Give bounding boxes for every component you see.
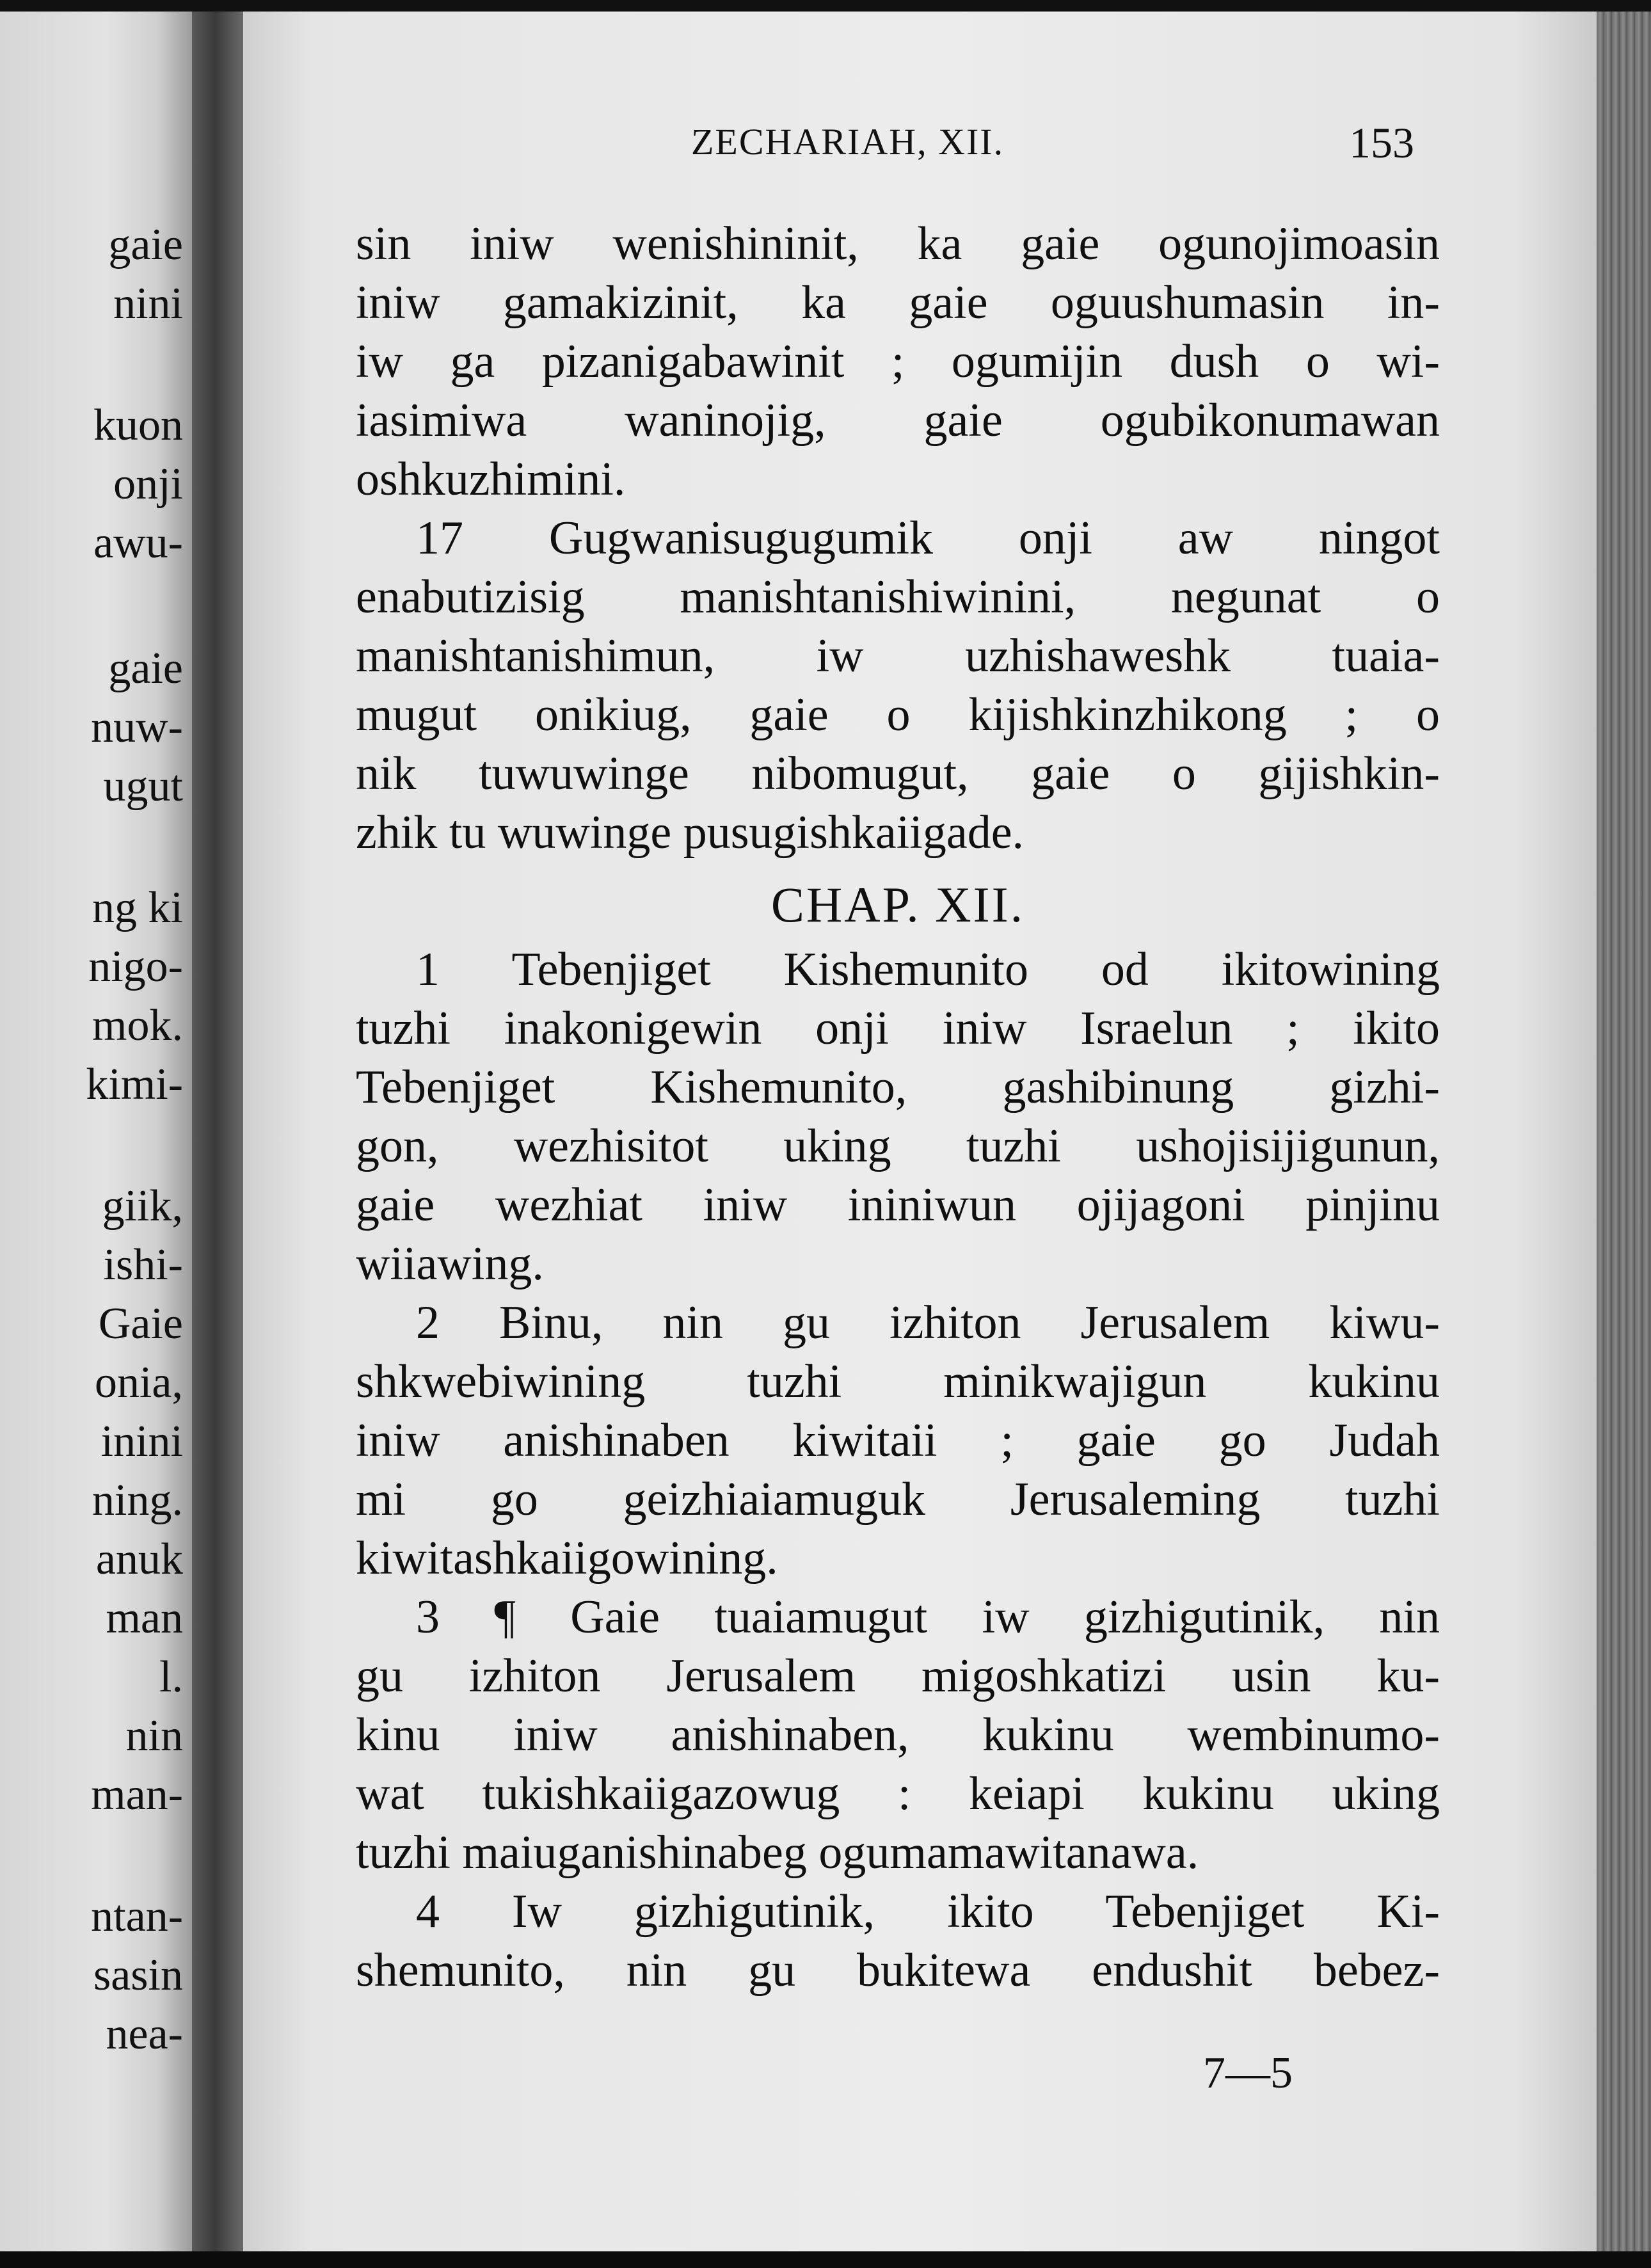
text-line: gon, wezhisitot uking tuzhi ushojisijigunun, — [356, 1120, 1440, 1172]
facing-page-line: anuk — [95, 1535, 183, 1584]
facing-page-line: nuw- — [91, 703, 183, 752]
text-line: tuzhi maiuganishinabeg ogumamawitanawa. — [356, 1826, 1199, 1879]
scan-border — [0, 0, 1651, 12]
text-line: iniw gamakizinit, ka gaie oguushumasin in- — [356, 276, 1440, 329]
book-gutter — [192, 12, 243, 2251]
facing-page-line: gaie — [108, 644, 183, 693]
text-line: Tebenjiget Kishemunito, gashibinung gizhi- — [356, 1061, 1440, 1114]
facing-page-line: gaie — [108, 220, 183, 269]
facing-page-line: giik, — [102, 1181, 183, 1231]
text-line: shkwebiwining tuzhi minikwajigun kukinu — [356, 1355, 1440, 1408]
text-line: enabutizisig manishtanishiwinini, negunat o — [356, 571, 1440, 623]
facing-page-line: l. — [159, 1652, 183, 1702]
facing-page-line: nea- — [106, 2009, 183, 2059]
text-line: kinu iniw anishinaben, kukinu wembinumo- — [356, 1709, 1440, 1761]
text-line: mi go geizhiaiamuguk Jerusaleming tuzhi — [356, 1473, 1440, 1526]
chapter-heading: CHAP. XII. — [770, 877, 1025, 932]
text-line: sin iniw wenishininit, ka gaie ogunojimoasin — [356, 218, 1440, 270]
facing-page-line: sasin — [93, 1951, 183, 2000]
text-line: gaie wezhiat iniw ininiwun ojijagoni pinjinu — [356, 1179, 1440, 1231]
facing-page-line: man — [106, 1593, 183, 1643]
facing-page-line: inini — [100, 1417, 183, 1466]
facing-page-line: ishi- — [103, 1240, 183, 1290]
text-line: manishtanishimun, iw uzhishaweshk tuaia- — [356, 630, 1440, 682]
page-text — [356, 214, 1440, 2000]
facing-page-line: awu- — [93, 518, 183, 568]
facing-page-line: ning. — [92, 1476, 183, 1525]
text-line: oshkuzhimini. — [356, 453, 626, 506]
text-line: iasimiwa waninojig, gaie ogubikonumawan — [356, 394, 1440, 447]
facing-page-line: mok. — [92, 1001, 183, 1050]
text-line: kiwitashkaiigowining. — [356, 1532, 778, 1585]
text-line: tuzhi inakonigewin onji iniw Israelun ; ikito — [356, 1002, 1440, 1055]
facing-page-line: ntan- — [91, 1892, 183, 1941]
facing-page-line: ugut — [103, 762, 183, 811]
facing-page-line: kimi- — [86, 1060, 183, 1109]
facing-page-line: ng ki — [92, 883, 183, 932]
facing-page-line: Gaie — [98, 1299, 183, 1348]
page-edges — [1597, 12, 1651, 2251]
text-line: nik tuwuwinge nibomugut, gaie o gijishkin- — [356, 747, 1440, 800]
page-number: 153 — [1349, 118, 1414, 167]
facing-page-line: nigo- — [88, 942, 183, 991]
verse-start-line: 17 Gugwanisugugumik onji aw ningot — [416, 512, 1440, 564]
facing-page-line: nin — [125, 1711, 183, 1761]
facing-page-fragment — [0, 12, 192, 2251]
running-title: ZECHARIAH, XII. — [691, 121, 1005, 163]
text-line: zhik tu wuwinge pusugishkaiigade. — [356, 806, 1025, 859]
facing-page-line: onji — [113, 459, 183, 509]
text-line: iw ga pizanigabawinit ; ogumijin dush o wi- — [356, 335, 1440, 388]
text-line: wat tukishkaiigazowug : keiapi kukinu uking — [356, 1768, 1440, 1820]
verse-start-line: 1 Tebenjiget Kishemunito od ikitowining — [416, 943, 1440, 996]
verse-start-line: 2 Binu, nin gu izhiton Jerusalem kiwu- — [416, 1297, 1440, 1349]
text-line: wiiawing. — [356, 1238, 544, 1290]
facing-page-line: nini — [113, 279, 183, 328]
text-line: shemunito, nin gu bukitewa endushit bebez- — [356, 1944, 1440, 1997]
facing-page-line: kuon — [93, 401, 183, 450]
facing-page-line: onia, — [94, 1358, 183, 1407]
verse-start-line: 4 Iw gizhigutinik, ikito Tebenjiget Ki- — [416, 1885, 1440, 1938]
signature-mark: 7—5 — [1203, 2048, 1293, 2098]
text-line: mugut onikiug, gaie o kijishkinzhikong ; o — [356, 689, 1440, 741]
verse-start-line: 3 ¶ Gaie tuaiamugut iw gizhigutinik, nin — [416, 1591, 1440, 1643]
text-line: iniw anishinaben kiwitaii ; gaie go Judah — [356, 1414, 1440, 1467]
facing-page-line: man- — [91, 1770, 183, 1819]
text-line: gu izhiton Jerusalem migoshkatizi usin ku- — [356, 1650, 1440, 1702]
